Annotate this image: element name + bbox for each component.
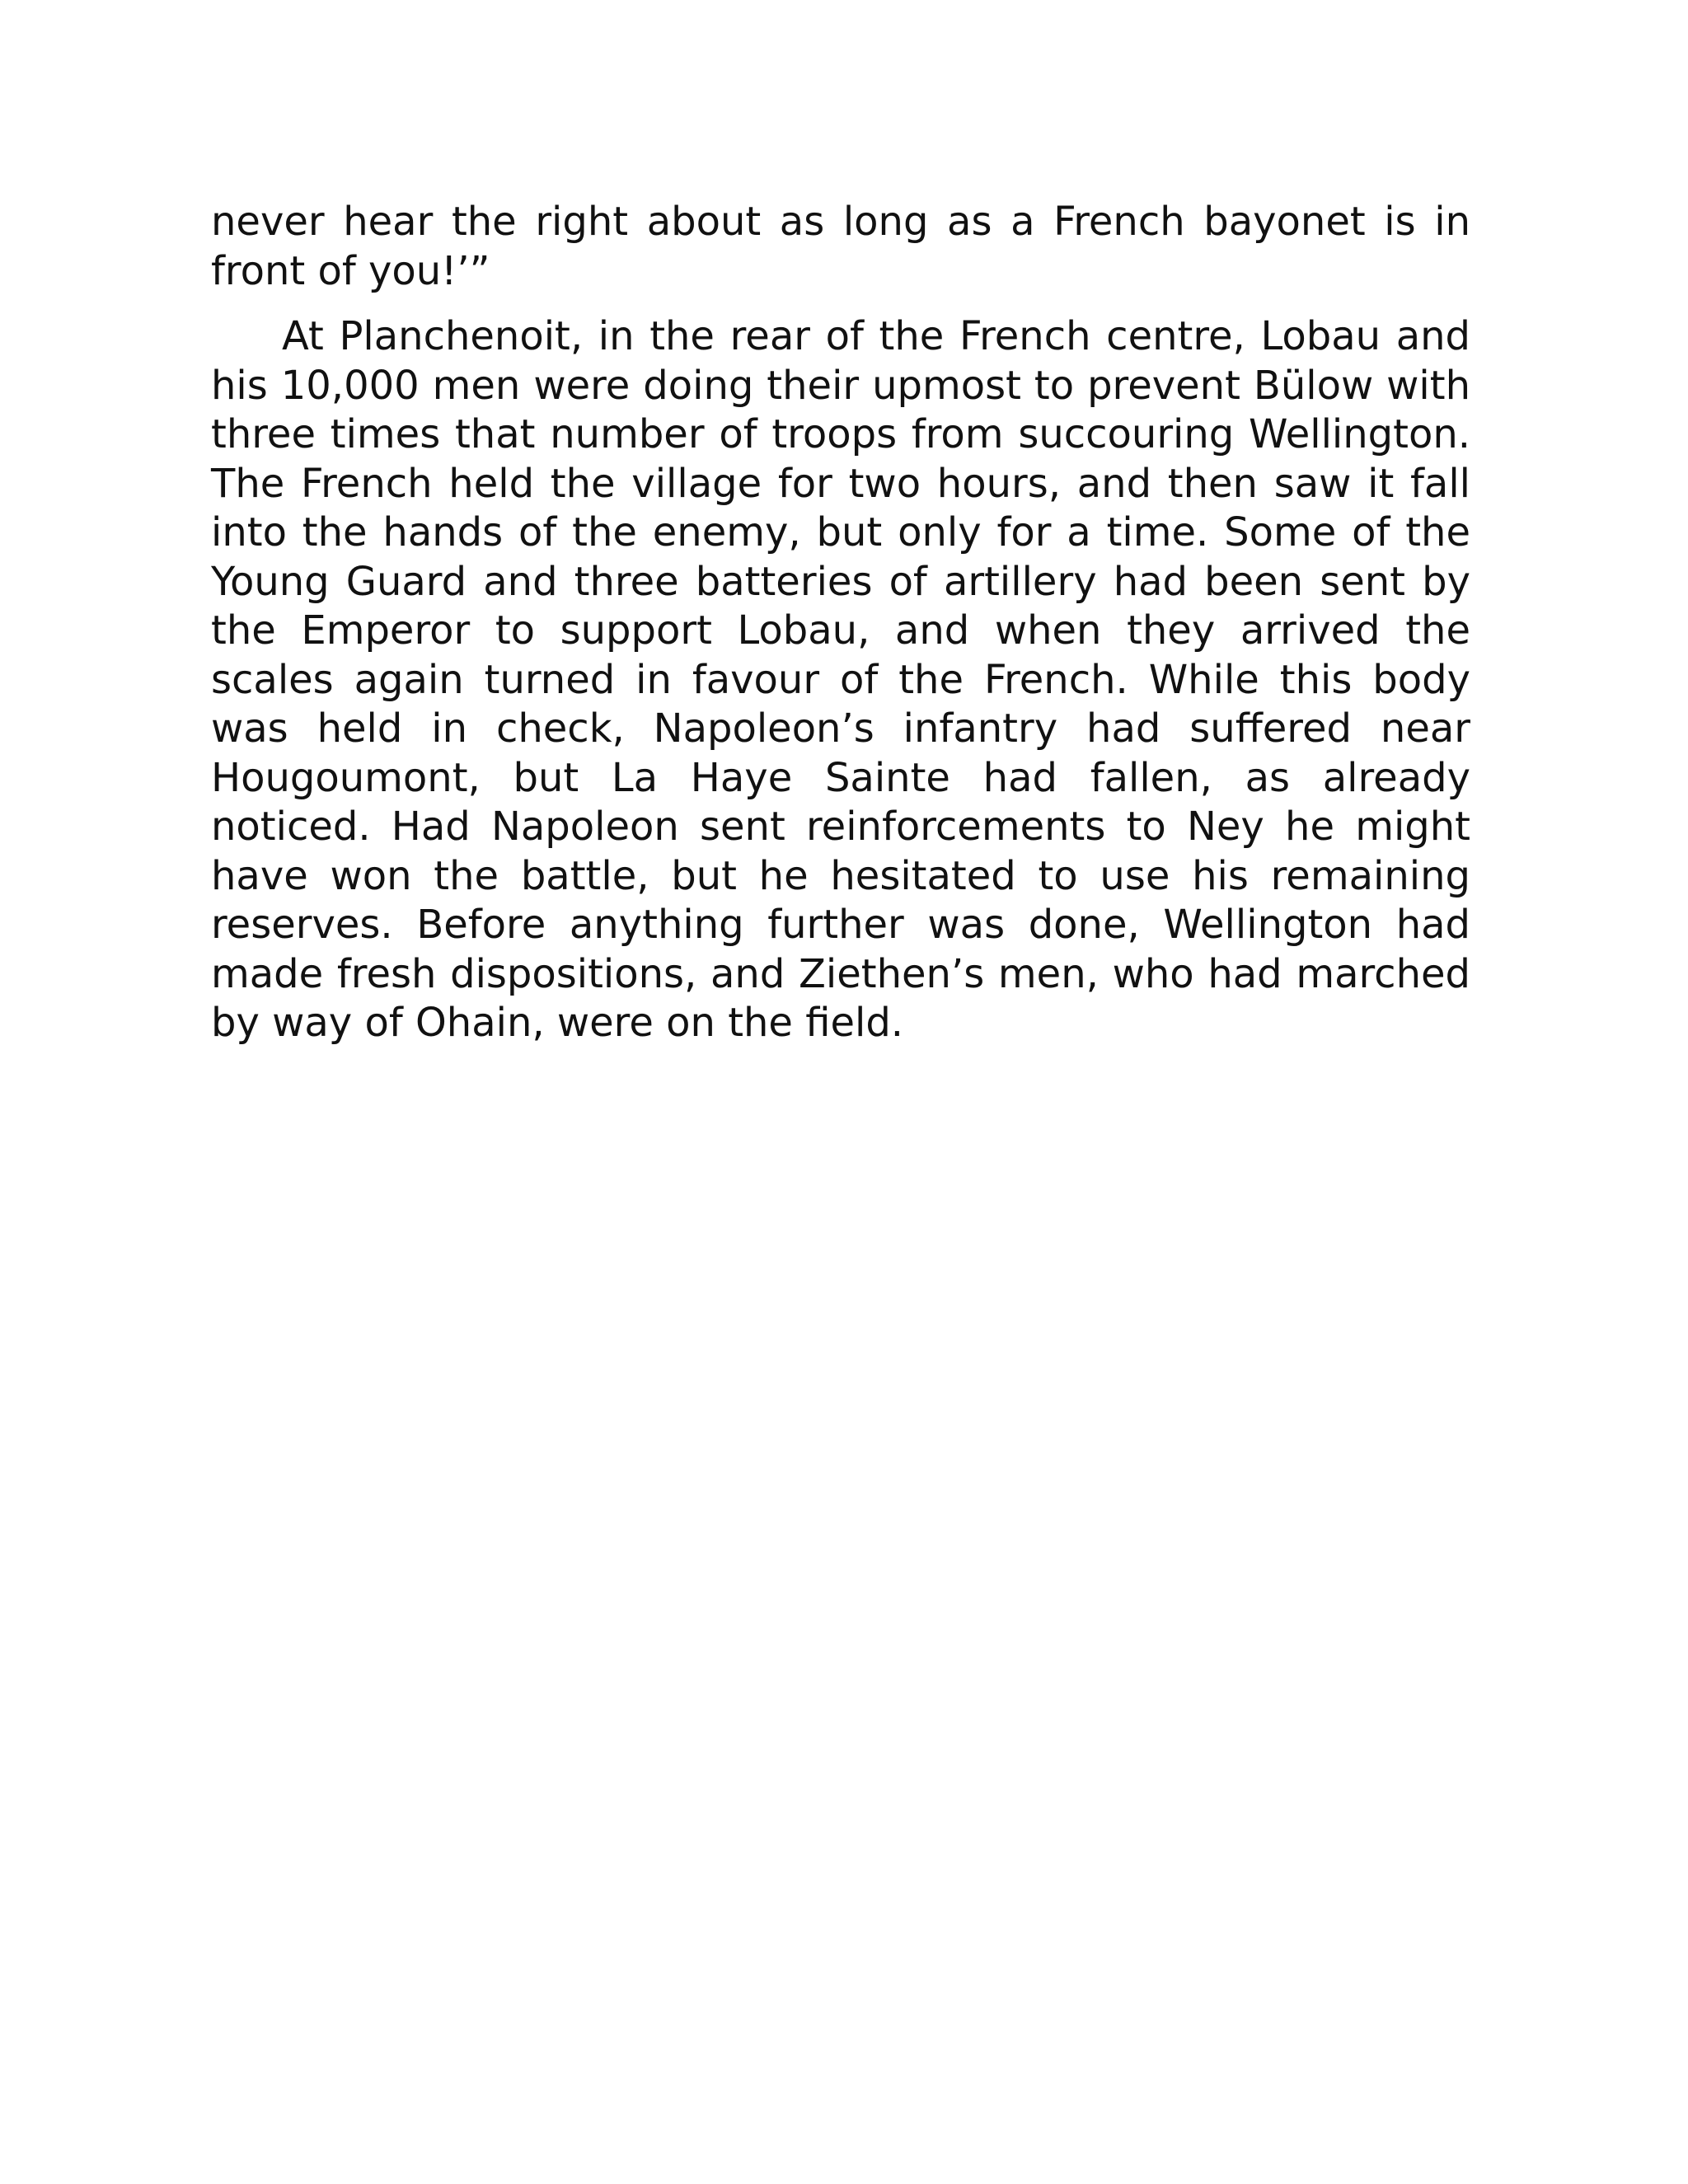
paragraph-continued: never hear the right about as long as a French bayonet is in front of you!’”	[211, 199, 1470, 294]
paragraph-planchenoit: At Planchenoit, in the rear of the French centre, Lobau and his 10,000 men were doing their upmost to prevent Bülow with three times that number of troops from succouring Wellington. The French held the village for two hours, and then saw it fall into the hands of the enemy, but only for a time. Some of the Young Guard and three batteries of artillery had been sent by the Emperor to support Lobau, and when they arrived the scales again turned in favour of the French. While this body was held in check, Napoleon’s infantry had suffered near Hougoumont, but La Haye Sainte had fallen, as already noticed. Had Napoleon sent reinforcements to Ney he might have won the battle, but he hesitated to use his remaining reserves. Before anything further was done, Wellington had made fresh dispositions, and Ziethen’s men, who had marched by way of Ohain, were on the field.	[211, 313, 1470, 1046]
body-text	[211, 198, 1470, 1048]
